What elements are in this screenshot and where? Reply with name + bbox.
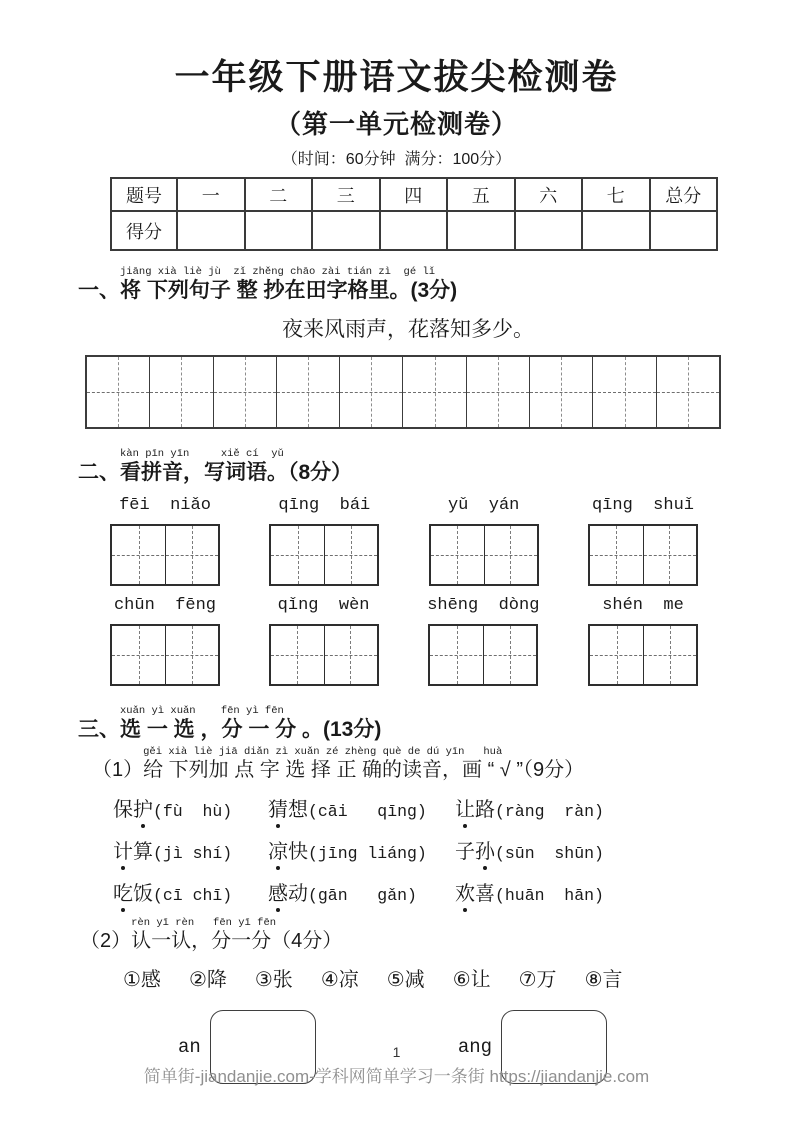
dotted-character: 凉: [268, 835, 288, 864]
score-input-cell[interactable]: [650, 211, 718, 250]
word-item: [455, 793, 793, 822]
pinyin-word-cell: [427, 596, 539, 686]
tianzige-guide-line: [590, 555, 696, 556]
word-item: [455, 835, 793, 864]
tianzige-box[interactable]: [429, 524, 539, 586]
bin-ang-label: ang: [457, 1036, 493, 1059]
section-one: [78, 267, 793, 304]
pinyin-word-cell: [588, 496, 698, 586]
score-table-header-cell: 三: [312, 178, 380, 211]
part2: [80, 918, 793, 954]
section-two-pinyin: kàn pīn yīn xiě cí yǔ: [120, 447, 284, 460]
part1-pinyin: gěi xià liè jiā diǎn zì xuǎn zé zhèng què de dú yīn huà: [143, 746, 503, 759]
copy-sentence: 夜来风雨声，花落知多少。: [282, 317, 534, 341]
page-title: 一年级下册语文拔尖检测卷: [174, 58, 619, 97]
word-text: [268, 877, 308, 906]
writing-grid-cell[interactable]: [403, 357, 466, 427]
section-one-number: 一、: [78, 279, 120, 303]
char-option-item[interactable]: ⑦万: [518, 969, 557, 992]
score-input-cell[interactable]: [177, 211, 245, 250]
score-input-cell[interactable]: [312, 211, 380, 250]
page-number: 1: [392, 1044, 401, 1060]
char-option-item[interactable]: ⑧言: [584, 969, 623, 992]
writing-grid-cell[interactable]: [530, 357, 593, 427]
word-text: [113, 793, 153, 822]
writing-grid-cell[interactable]: [467, 357, 530, 427]
page-subtitle: （第一单元检测卷）: [274, 109, 518, 140]
score-input-cell[interactable]: [380, 211, 448, 250]
score-table-score-row: [111, 211, 717, 250]
pinyin-word-grid: [110, 496, 698, 686]
char-option-item[interactable]: ④凉: [320, 969, 359, 992]
score-table-header-cell: 四: [380, 178, 448, 211]
tianzige-box[interactable]: [110, 624, 220, 686]
pinyin-word-cell: [269, 496, 379, 586]
tianzige-guide-line: [430, 655, 536, 656]
pinyin-word-cell: [588, 596, 698, 686]
writing-grid: [85, 355, 721, 429]
pinyin-word-label: qīng shuǐ: [591, 495, 694, 515]
char-option-item[interactable]: ①感: [123, 969, 161, 992]
pinyin-options[interactable]: (cī chī): [153, 886, 233, 906]
pinyin-word-label: qǐng wèn: [277, 595, 370, 615]
tianzige-box[interactable]: [110, 524, 220, 586]
character: 算: [133, 841, 153, 864]
dotted-character: 欢: [455, 877, 475, 906]
bin-an-label: an: [178, 1036, 201, 1059]
score-table: [110, 177, 718, 251]
score-table-header-cell: 六: [515, 178, 583, 211]
part1-label: （1）: [92, 759, 144, 782]
pinyin-options[interactable]: (sūn shūn): [495, 844, 604, 864]
character: 动: [288, 883, 308, 906]
tianzige-box[interactable]: [269, 524, 379, 586]
pinyin-word-label: shēng dòng: [427, 595, 540, 615]
word-item: [113, 793, 268, 822]
pinyin-word-label: shén me: [602, 595, 684, 615]
pinyin-options[interactable]: (jīng liáng): [308, 844, 427, 864]
tianzige-guide-line: [431, 555, 537, 556]
score-table-header-cell: 五: [447, 178, 515, 211]
section-three-pinyin: xuǎn yì xuǎn fēn yì fēn: [120, 704, 284, 717]
tianzige-box[interactable]: [588, 524, 698, 586]
section-one-pinyin: jiāng xià liè jù zǐ zhěng chāo zài tián zì gé lǐ: [120, 266, 436, 279]
score-table-header-cell: 二: [245, 178, 313, 211]
word-item: [113, 835, 268, 864]
character: 路: [475, 799, 495, 822]
pinyin-word-label: chūn fēng: [113, 595, 217, 615]
dotted-character: 护: [133, 793, 153, 822]
pinyin-options[interactable]: (gān gǎn): [308, 886, 417, 906]
char-option-item[interactable]: ②降: [188, 969, 227, 992]
char-option-item[interactable]: ⑤减: [386, 969, 425, 992]
writing-grid-cell[interactable]: [150, 357, 213, 427]
word-text: [268, 793, 308, 822]
word-item: [268, 793, 455, 822]
tianzige-guide-line: [112, 555, 218, 556]
score-input-cell[interactable]: [245, 211, 313, 250]
pinyin-word-row: [110, 596, 698, 686]
writing-grid-cell[interactable]: [657, 357, 719, 427]
score-table-header-cell: 一: [177, 178, 245, 211]
tianzige-guide-line: [271, 555, 377, 556]
score-table-corner-cell: 题号: [111, 178, 177, 211]
score-input-cell[interactable]: [582, 211, 650, 250]
char-option-item[interactable]: ⑥让: [452, 969, 491, 992]
tianzige-guide-line: [590, 655, 696, 656]
pinyin-word-cell: [110, 496, 220, 586]
section-one-heading: 将 下列句子 整 抄在田字格里。(3分): [120, 279, 458, 303]
part1: [92, 747, 793, 783]
pinyin-word-label: fēi niǎo: [119, 495, 211, 515]
dotted-character: 孙: [475, 835, 495, 864]
part2-char-options: [123, 963, 793, 992]
word-text: [455, 793, 495, 822]
score-table-header-cell: 总分: [650, 178, 718, 211]
pinyin-options[interactable]: (jì shí): [153, 844, 233, 864]
exam-meta: （时间：60分钟 满分：100分）: [281, 151, 512, 169]
score-table-header-cell: 七: [582, 178, 650, 211]
section-two: [78, 449, 793, 486]
word-item: [455, 877, 793, 906]
dotted-character: 感: [268, 877, 288, 906]
pinyin-options[interactable]: (cāi qīng): [308, 802, 427, 822]
part2-label: （2）: [80, 930, 132, 953]
score-table-header-row: [111, 178, 717, 211]
character: 快: [288, 841, 308, 864]
word-text: [455, 877, 495, 906]
section-two-heading: 看拼音，写词语。（8分）: [120, 460, 353, 484]
word-item: [268, 877, 455, 906]
score-input-cell[interactable]: [515, 211, 583, 250]
dotted-character: 计: [113, 835, 133, 864]
pinyin-options[interactable]: (huān hān): [495, 886, 604, 906]
pinyin-word-cell: [110, 596, 220, 686]
tianzige-box[interactable]: [269, 624, 379, 686]
tianzige-guide-line: [112, 655, 218, 656]
word-text: [113, 877, 153, 906]
writing-grid-cell[interactable]: [340, 357, 403, 427]
word-item: [113, 877, 268, 906]
writing-grid-cell[interactable]: [214, 357, 277, 427]
writing-grid-cell[interactable]: [87, 357, 150, 427]
pinyin-word-label: qīng bái: [278, 495, 371, 515]
writing-grid-cell[interactable]: [277, 357, 340, 427]
word-item: [268, 835, 455, 864]
pinyin-options[interactable]: (fù hù): [153, 802, 233, 822]
tianzige-box[interactable]: [428, 624, 538, 686]
writing-grid-cell[interactable]: [593, 357, 656, 427]
word-text: [268, 835, 308, 864]
score-row-label: 得分: [111, 211, 177, 250]
character: 想: [288, 799, 308, 822]
dotted-character: 吃: [113, 877, 133, 906]
footer-text: 简单街-jiandanjie.com-学科网简单学习一条街 https://jiandanjie.com: [143, 1067, 650, 1086]
word-text: [455, 835, 495, 864]
character: 饭: [133, 883, 153, 906]
character: 喜: [475, 883, 495, 906]
pinyin-word-cell: [269, 596, 379, 686]
section-three-number: 三、: [78, 717, 120, 741]
tianzige-guide-line: [271, 655, 377, 656]
dotted-character: 让: [455, 793, 475, 822]
score-input-cell[interactable]: [447, 211, 515, 250]
pinyin-word-cell: [429, 496, 539, 586]
pinyin-options[interactable]: (ràng ràn): [495, 802, 604, 822]
pinyin-word-label: yǔ yán: [447, 495, 520, 515]
char-option-item[interactable]: ③张: [254, 969, 293, 992]
section-three-heading: 选 一 选 ，分 一 分 。(13分): [120, 717, 382, 741]
part1-heading: 给 下列加 点 字 选 择 正 确的读音，画 “ √ ”（9分）: [143, 759, 585, 782]
section-three: [78, 706, 793, 743]
section-two-number: 二、: [78, 460, 120, 484]
dotted-character: 猜: [268, 793, 288, 822]
word-text: [113, 835, 153, 864]
character: 保: [113, 799, 133, 822]
pinyin-word-row: [110, 496, 698, 586]
character: 子: [455, 841, 475, 864]
part1-word-grid: [113, 793, 793, 906]
part2-pinyin: rèn yī rèn fēn yī fēn: [131, 917, 277, 930]
tianzige-box[interactable]: [588, 624, 698, 686]
part2-heading: 认一认，分一分（4分）: [131, 930, 343, 953]
